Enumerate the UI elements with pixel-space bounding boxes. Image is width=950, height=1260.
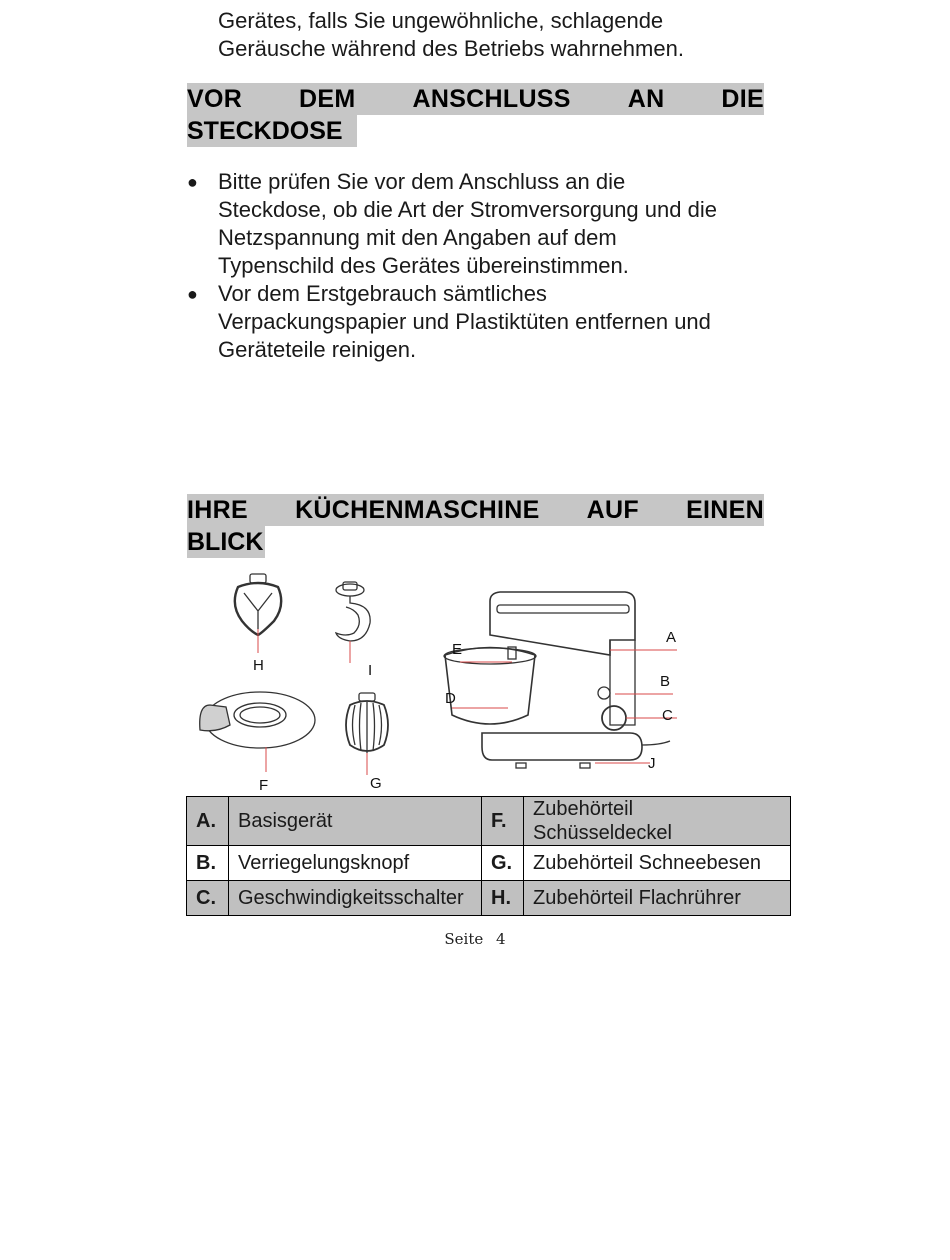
heading-word: VOR — [187, 85, 243, 113]
bowl-cover-illustration — [200, 692, 315, 748]
heading-word: KÜCHENMASCHINE — [295, 496, 540, 524]
bullet-line: Netzspannung mit den Angaben auf dem — [218, 225, 617, 250]
flat-beater-illustration — [235, 574, 281, 635]
dough-hook-illustration — [336, 582, 370, 641]
heading-word: IHRE — [187, 496, 248, 524]
callout-label-f: F — [259, 777, 269, 794]
heading-word: DEM — [299, 85, 356, 113]
heading-word: AUF — [586, 496, 639, 524]
parts-table — [186, 796, 791, 916]
heading-word: EINEN — [686, 496, 764, 524]
part-name — [524, 797, 791, 846]
heading-word: AN — [627, 85, 665, 113]
heading-line — [187, 494, 764, 526]
callout-label-b: B — [660, 673, 671, 690]
part-key: B. — [187, 846, 229, 881]
heading-word: DIE — [721, 85, 764, 113]
callout-label-j: J — [648, 755, 656, 772]
callout-lines — [258, 629, 677, 775]
part-name-line: Schüsseldeckel — [533, 822, 672, 844]
callout-label-d: D — [445, 690, 456, 707]
bullet-line: Steckdose, ob die Art der Stromversorgung und die — [218, 197, 717, 222]
bullet-line: Typenschild des Gerätes übereinstimmen. — [218, 253, 629, 278]
intro-line: Geräusche während des Betriebs wahrnehmen. — [218, 36, 684, 61]
part-key: H. — [482, 881, 524, 916]
part-key: A. — [187, 797, 229, 846]
list-item — [187, 168, 777, 280]
part-name: Basisgerät — [229, 797, 482, 846]
callout-label-h: H — [253, 657, 264, 674]
part-name: Verriegelungsknopf — [229, 846, 482, 881]
page-label: Seite — [444, 930, 484, 948]
callout-label-i: I — [368, 662, 373, 679]
list-item — [187, 280, 777, 364]
section-heading-overview — [187, 494, 764, 558]
page-footer — [0, 930, 950, 948]
bullet-list — [187, 168, 777, 364]
table-row — [187, 797, 791, 846]
bullet-icon: ● — [187, 172, 198, 192]
heading-word: STECKDOSE — [187, 115, 357, 147]
heading-word: BLICK — [187, 528, 264, 556]
table-row — [187, 881, 791, 916]
intro-paragraph — [218, 7, 764, 63]
bullet-line: Geräteteile reinigen. — [218, 337, 417, 362]
kitchen-machine-diagram — [190, 565, 710, 797]
callout-label-e: E — [452, 641, 463, 658]
table-row — [187, 846, 791, 881]
heading-word: ANSCHLUSS — [412, 85, 571, 113]
bullet-line: Verpackungspapier und Plastiktüten entfernen und — [218, 309, 711, 334]
intro-line: Gerätes, falls Sie ungewöhnliche, schlagende — [218, 8, 664, 33]
bullet-icon: ● — [187, 284, 198, 304]
callout-label-a: A — [666, 629, 677, 646]
part-name: Zubehörteil Flachrührer — [524, 881, 791, 916]
callout-label-c: C — [662, 707, 673, 724]
whisk-illustration — [346, 693, 388, 753]
part-key: F. — [482, 797, 524, 846]
part-key: G. — [482, 846, 524, 881]
callout-label-g: G — [370, 775, 382, 792]
part-name: Zubehörteil Schneebesen — [524, 846, 791, 881]
bullet-line: Vor dem Erstgebrauch sämtliches — [218, 281, 547, 306]
page-number: 4 — [496, 930, 506, 948]
bullet-line: Bitte prüfen Sie vor dem Anschluss an die — [218, 169, 626, 194]
heading-line — [187, 83, 764, 115]
stand-mixer-illustration — [444, 592, 670, 768]
section-heading-connection — [187, 83, 764, 147]
part-key: C. — [187, 881, 229, 916]
part-name-line: Zubehörteil — [533, 798, 634, 820]
part-name: Geschwindigkeitsschalter — [229, 881, 482, 916]
